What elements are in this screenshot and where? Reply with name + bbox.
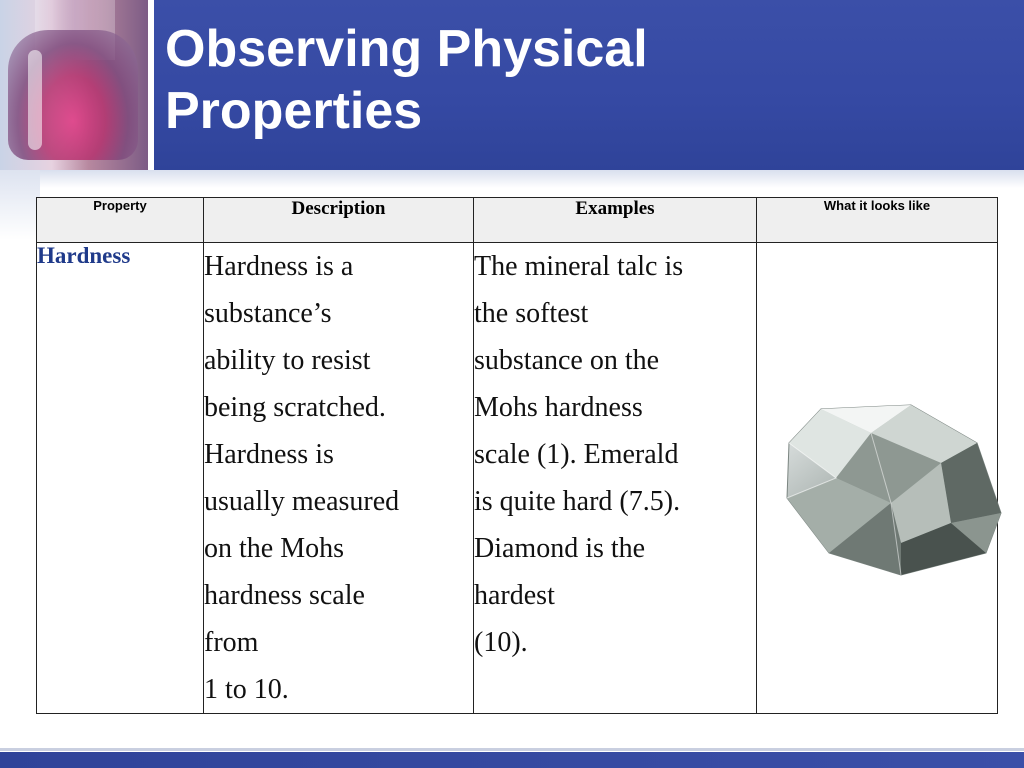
diamond-icon: [781, 403, 1003, 578]
header-divider: [148, 0, 154, 170]
cell-property: Hardness: [37, 243, 204, 714]
footer-line: [0, 748, 1024, 751]
cell-examples: The mineral talc is the softest substance on the Mohs hardness scale (1). Emerald is quite hard (7.5). Diamond is the hardest (10).: [474, 243, 757, 714]
header-description: Description: [204, 198, 474, 243]
cell-description: Hardness is a substance’s ability to resist being scratched. Hardness is usually measured on the Mohs hardness scale from 1 to 10.: [204, 243, 474, 714]
properties-table: [36, 197, 998, 714]
header-examples: Examples: [474, 198, 757, 243]
table-header-row: [37, 198, 998, 243]
title-line-1: Observing Physical: [165, 20, 648, 78]
flask-photo: [0, 0, 148, 170]
title-band: [0, 0, 1024, 170]
title-line-2: Properties: [165, 82, 423, 140]
cell-image: [757, 243, 998, 714]
table-row: [37, 243, 998, 714]
slide-title: [165, 18, 1005, 142]
header-property: Property: [37, 198, 204, 243]
flask-glare: [28, 50, 42, 150]
footer-band: [0, 752, 1024, 768]
header-looks: What it looks like: [757, 198, 998, 243]
left-fade: [0, 170, 40, 240]
header-shadow: [0, 170, 1024, 188]
